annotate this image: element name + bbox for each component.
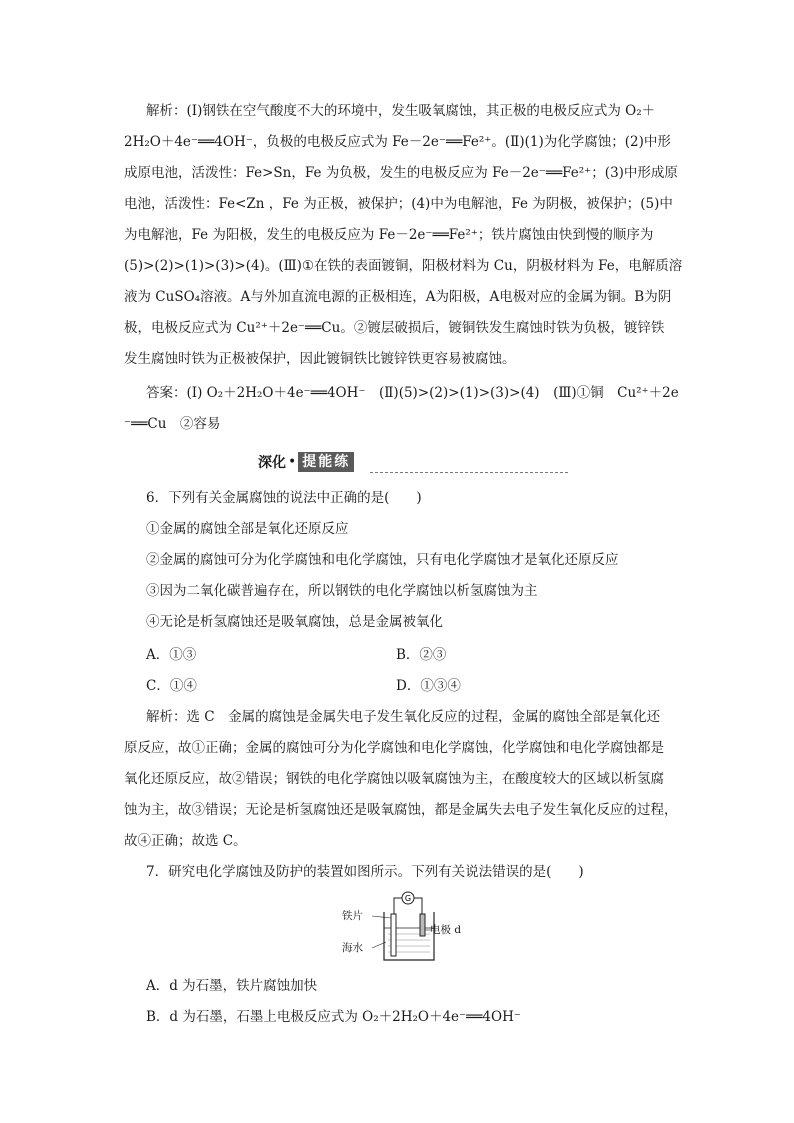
question-item: ④无论是析氢腐蚀还是吸氧腐蚀，总是金属被氧化 <box>146 614 443 630</box>
analysis-line: 成原电池，活泼性：Fe>Sn，Fe 为负极，发生的电极反应为 Fe－2e⁻══Fe²⁺；(3)中形成原 <box>124 165 678 181</box>
analysis-line: 为电解池，Fe 为阳极，发生的电极反应为 Fe－2e⁻══Fe²⁺；铁片腐蚀由快到慢的顺序为 <box>124 227 654 243</box>
analysis-line: 发生腐蚀时铁为正极被保护，因此镀铜铁比镀锌铁更容易被腐蚀。 <box>124 351 516 367</box>
option-b: B．②③ <box>396 647 447 663</box>
question-stem: 7．研究电化学腐蚀及防护的装置如图所示。下列有关说法错误的是( ) <box>146 864 584 880</box>
analysis-line: 氧化还原反应，故②错误；钢铁的电化学腐蚀以吸氧腐蚀为主，在酸度较大的区域以析氢腐 <box>124 771 664 787</box>
banner-title-a: 深化 <box>258 455 286 471</box>
question-item: ②金属的腐蚀可分为化学腐蚀和电化学腐蚀，只有电化学腐蚀才是氧化还原反应 <box>146 552 619 568</box>
banner-divider <box>370 472 568 473</box>
answer-line: 答案：(Ⅰ) O₂＋2H₂O＋4e⁻══4OH⁻ (Ⅱ)(5)>(2)>(1)>(3)>(4) (Ⅲ)①铜 Cu²⁺＋2e <box>146 385 679 401</box>
question-stem: 6．下列有关金属腐蚀的说法中正确的是( ) <box>146 490 422 506</box>
iron-plate-icon <box>391 914 396 956</box>
analysis-line: 极，电极反应式为 Cu²⁺＋2e⁻══Cu。②镀层破损后，镀铜铁发生腐蚀时铁为负极，镀锌铁 <box>124 320 665 336</box>
analysis-line: 故④正确；故选 C。 <box>124 833 247 849</box>
apparatus-figure <box>342 886 478 966</box>
question-item: ③因为二氧化碳普遍存在，所以钢铁的电化学腐蚀以析氢腐蚀为主 <box>146 583 538 599</box>
analysis-line: (5)>(2)>(1)>(3)>(4)。(Ⅲ)①在铁的表面镀铜，阳极材料为 Cu，阴极材料为 Fe，电解质溶 <box>124 258 683 274</box>
option-a: A．①③ <box>146 647 197 663</box>
option-b: B．d 为石墨，石墨上电极反应式为 O₂＋2H₂O＋4e⁻══4OH⁻ <box>146 1009 521 1025</box>
electrode-d-icon <box>420 914 425 936</box>
option-d: D．①③④ <box>396 678 461 694</box>
galvanometer-label: G <box>404 894 412 903</box>
analysis-line: 2H₂O＋4e⁻══4OH⁻，负极的电极反应式为 Fe－2e⁻══Fe²⁺。(Ⅱ)(1)为化学腐蚀；(2)中形 <box>124 134 671 150</box>
option-a: A．d 为石墨，铁片腐蚀加快 <box>146 978 318 994</box>
seawater-label: 海水 <box>342 942 363 954</box>
banner-title-b: 提能练 <box>298 452 354 472</box>
analysis-line: 蚀为主，故③错误；无论是析氢腐蚀还是吸氧腐蚀，都是金属失去电子发生氧化反应的过程， <box>124 802 678 818</box>
analysis-line: 液为 CuSO₄溶液。A与外加直流电源的正极相连，A为阳极，A电极对应的金属为铜。B为阴 <box>124 289 672 305</box>
electrode-d-label: 电极 d <box>430 924 462 936</box>
banner-dot: • <box>288 454 297 470</box>
analysis-line: 解析：选 C 金属的腐蚀是金属失电子发生氧化反应的过程，金属的腐蚀全部是氧化还 <box>146 709 661 725</box>
answer-line: ⁻══Cu ②容易 <box>124 416 221 432</box>
question-item: ①金属的腐蚀全部是氧化还原反应 <box>146 521 349 537</box>
analysis-line: 解析：(Ⅰ)钢铁在空气酸度不大的环境中，发生吸氧腐蚀，其正极的电极反应式为 O₂＋ <box>146 103 656 119</box>
section-banner <box>258 451 354 473</box>
option-c: C．①④ <box>146 678 197 694</box>
analysis-line: 原反应，故①正确；金属的腐蚀可分为化学腐蚀和电化学腐蚀，化学腐蚀和电化学腐蚀都是 <box>124 740 664 756</box>
iron-plate-label: 铁片 <box>342 910 363 922</box>
analysis-line: 电池，活泼性：Fe<Zn ，Fe 为正极，被保护；(4)中为电解池，Fe 为阴极，被保护；(5)中 <box>124 196 673 212</box>
